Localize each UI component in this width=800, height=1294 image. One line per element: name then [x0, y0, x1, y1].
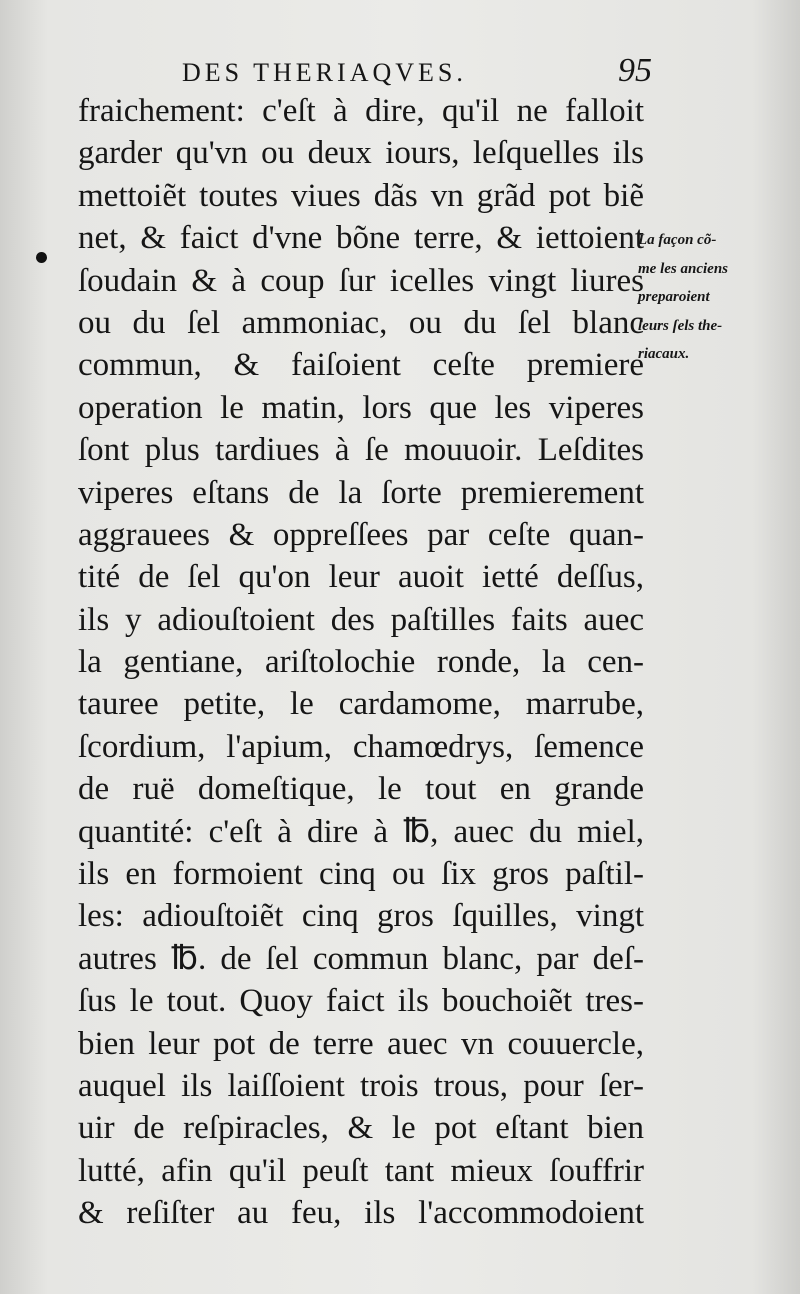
text-line: ils y adiouſtoient des paſtilles faits auec: [78, 601, 644, 638]
text-line: aggrauees & oppreſſees par ceſte quan-: [78, 516, 644, 553]
margin-note-line: La façon cõ-: [638, 232, 717, 248]
text-line: garder qu'vn ou deux iours, leſquelles ils: [78, 135, 644, 172]
text-line: ſont plus tardiues à ſe mouuoir. Leſdites: [78, 432, 644, 469]
running-title: DES THERIAQVES.: [182, 58, 467, 87]
text-line: ſcordium, l'apium, chamœdrys, ſemence: [78, 728, 644, 765]
text-line: bien leur pot de terre auec vn couuercle,: [78, 1025, 644, 1062]
text-line: quantité: c'eſt à dire à ℔, auec du miel,: [78, 813, 644, 850]
ink-dot: [36, 252, 47, 263]
text-line: ou du ſel ammoniac, ou du ſel blanc: [78, 304, 644, 341]
text-line: commun, & faiſoient ceſte premiere: [78, 347, 644, 384]
text-line: mettoiẽt toutes viues dãs vn grãd pot biẽ: [78, 177, 644, 214]
text-line: viperes eſtans de la ſorte premierement: [78, 474, 644, 511]
text-line: lutté, afin qu'il peuſt tant mieux ſouffrir: [78, 1152, 644, 1189]
text-line: ſoudain & à coup ſur icelles vingt liures: [78, 262, 644, 299]
margin-note-line: me les anciens: [638, 260, 728, 277]
text-line: fraichement: c'eſt à dire, qu'il ne falloit: [78, 93, 644, 129]
page-number: 95: [618, 52, 652, 89]
text-line: uir de reſpiracles, & le pot eſtant bien: [78, 1110, 644, 1147]
text-line: & reſiſter au feu, ils l'accommodoient: [78, 1195, 644, 1232]
text-line: operation le matin, lors que les viperes: [78, 389, 644, 426]
text-line: la gentiane, ariſtolochie ronde, la cen-: [78, 644, 644, 681]
text-line: autres ℔. de ſel commun blanc, par deſ-: [78, 940, 644, 977]
text-line: les: adiouſtoiẽt cinq gros ſquilles, vingt: [78, 898, 644, 935]
margin-note-line: preparoient: [638, 289, 710, 305]
text-line: ſus le tout. Quoy faict ils bouchoiẽt tres-: [78, 983, 644, 1020]
text-line: ils en formoient cinq ou ſix gros paſtil-: [78, 856, 644, 893]
body-text: [78, 90, 644, 1235]
text-line: tité de ſel qu'on leur auoit ietté deſſus,: [78, 559, 644, 596]
text-line: tauree petite, le cardamome, marrube,: [78, 686, 644, 723]
margin-note-line: riacaux.: [638, 346, 690, 362]
page-header: [182, 52, 652, 92]
text-line: auquel ils laiſſoient trois trous, pour ſer-: [78, 1067, 644, 1104]
text-line: de ruë domeſtique, le tout en grande: [78, 771, 644, 808]
margin-note-line: leurs ſels the-: [638, 317, 723, 334]
text-line: net, & faict d'vne bõne terre, & iettoient: [78, 220, 644, 257]
margin-note: [638, 226, 798, 369]
